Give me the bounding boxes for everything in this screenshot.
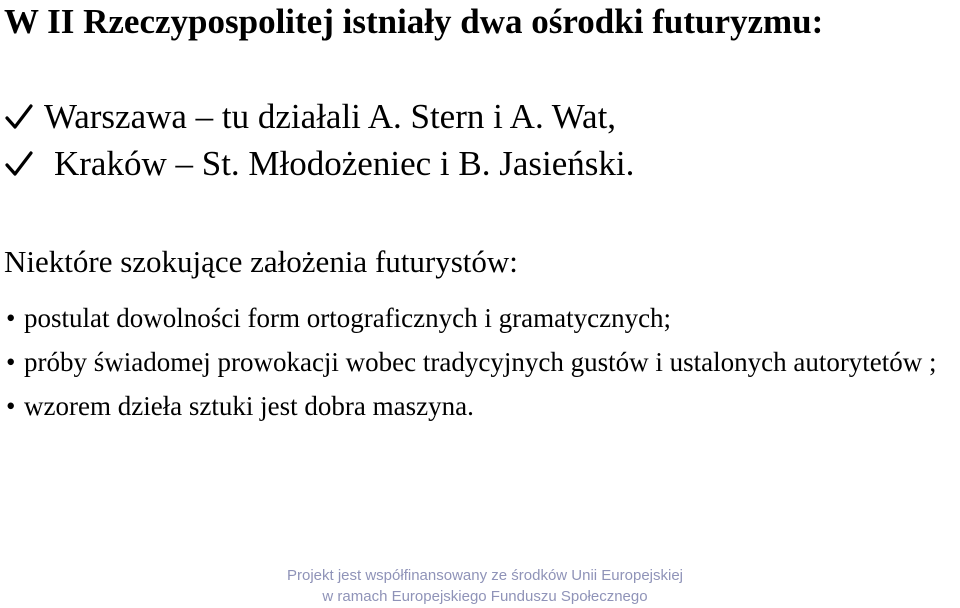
bullet-icon: • — [6, 391, 16, 421]
list-item-text: próby świadomej prowokacji wobec tradycyjnych gustów i ustalonych autorytetów ; — [24, 347, 937, 377]
list-item — [4, 340, 944, 384]
checklist-item-warsaw — [4, 93, 634, 140]
list-item-text: postulat dowolności form ortograficznych i gramatycznych; — [24, 303, 672, 333]
bullet-icon: • — [6, 303, 16, 333]
slide-heading: W II Rzeczypospolitej istniały dwa ośrodki futuryzmu: — [4, 2, 824, 41]
checklist-item-label: Warszawa – tu działali A. Stern i A. Wat, — [44, 97, 617, 136]
slide-subheading: Niektóre szokujące założenia futurystów: — [4, 244, 518, 279]
footer-funding-line-2: w ramach Europejskiego Funduszu Społecznego — [322, 588, 648, 605]
checkmark-icon — [4, 149, 34, 179]
footer-funding-line-1: Projekt jest współfinansowany ze środków Unii Europejskiej — [286, 567, 683, 584]
list-item-text: wzorem dzieła sztuki jest dobra maszyna. — [24, 391, 474, 421]
bullet-icon: • — [6, 347, 16, 377]
list-item — [4, 296, 944, 340]
checklist-item-label: Kraków – St. Młodożeniec i B. Jasieński. — [54, 144, 635, 183]
checkmark-icon — [4, 102, 34, 132]
city-checklist — [4, 93, 634, 187]
checklist-item-krakow — [4, 140, 634, 187]
assumptions-list — [4, 296, 944, 428]
list-item — [4, 384, 944, 428]
